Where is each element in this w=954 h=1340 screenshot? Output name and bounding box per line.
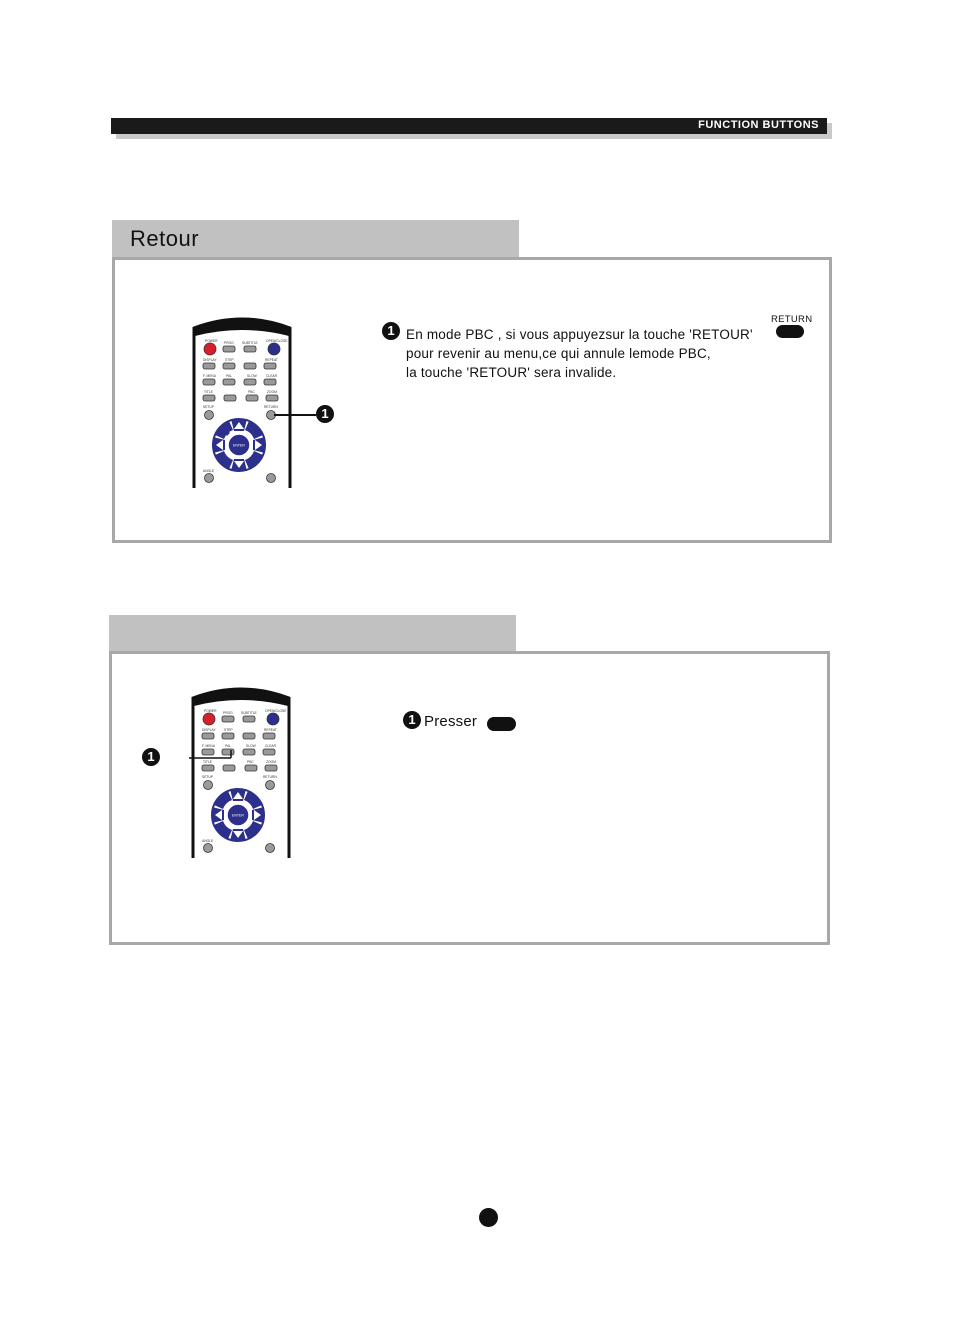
remote-label-prog: PROG [223,711,233,715]
remote-label-zoom: ZOOM [266,760,276,764]
power-button-icon [203,713,215,725]
remote-label-pbc: PBC [247,760,254,764]
remote-label-step: STEP [225,358,234,362]
remote-label-prog: PROG [224,341,234,345]
section1-title: Retour [130,226,200,251]
nav-pad [213,419,265,471]
header-bar [111,118,827,134]
return-button-icon-pill [776,325,804,338]
remote-label-angle: ANGLE [203,469,215,473]
nav-pad [212,789,264,841]
remote-label-zoom: ZOOM [267,390,277,394]
remote-label-title: TITLE [204,390,213,394]
remote-label-slow: SLOW [246,744,256,748]
remote-label-pal: PAL [225,744,231,748]
remote-label-setup: SETUP [203,405,214,409]
remote-label-setup: SETUP [202,775,213,779]
section1-instruction [406,325,776,382]
power-button-icon [204,343,216,355]
remote-label-f-menu: F. MENU [203,374,217,378]
step-number-2: 1 [403,711,421,729]
page-number-dot [479,1208,498,1227]
section1-line-1: En mode PBC , si vous appuyezsur la touche 'RETOUR' [406,327,753,342]
remote-label-slow: SLOW [247,374,257,378]
remote-label-open-close: OPEN/CLOSE [265,709,287,713]
section1-tab [112,220,519,260]
callout-number-1: 1 [316,405,334,423]
remote-control-image-2 [189,686,293,858]
remote-label-step: STEP [224,728,233,732]
pal-button-icon [222,749,234,755]
remote-label-return: RETURN [264,405,278,409]
remote-label-display: DISPLAY [203,358,217,362]
remote-label-subtitle: SUBTITLE [241,711,257,715]
section1-line-2: pour revenir au menu,ce qui annule lemode PBC, [406,346,711,361]
return-button-label: RETURN [771,314,813,325]
remote-label-pal: PAL [226,374,232,378]
remote-label-angle: ANGLE [202,839,214,843]
remote-label-open-close: OPEN/CLOSE [266,339,288,343]
remote-label-clear: CLEAR [265,744,276,748]
remote-label-enter: ENTER [233,443,245,448]
remote-label-enter: ENTER [232,813,244,818]
pal-button-icon-pill [487,717,516,731]
remote-label-clear: CLEAR [266,374,277,378]
header-title: FUNCTION BUTTONS [698,119,819,131]
remote-label-power: POWER [204,709,217,713]
section2-instruction: Presser [424,713,478,730]
remote-label-repeat: REPEAT [265,358,278,362]
eject-button-icon [268,343,280,355]
callout-number-2: 1 [142,748,160,766]
callout-leader-1 [274,414,316,416]
remote-label-return: RETURN [263,775,277,779]
section2-tab [109,615,516,655]
remote-control-image-1 [190,316,294,488]
eject-button-icon [267,713,279,725]
remote-label-repeat: REPEAT [264,728,277,732]
section1-line-3: la touche 'RETOUR' sera invalide. [406,365,617,380]
remote-label-display: DISPLAY [202,728,216,732]
remote-label-pbc: PBC [248,390,255,394]
remote-label-power: POWER [205,339,218,343]
remote-label-title: TITLE [203,760,212,764]
remote-label-subtitle: SUBTITLE [242,341,258,345]
remote-label-f-menu: F. MENU [202,744,216,748]
step-number-1: 1 [382,322,400,340]
